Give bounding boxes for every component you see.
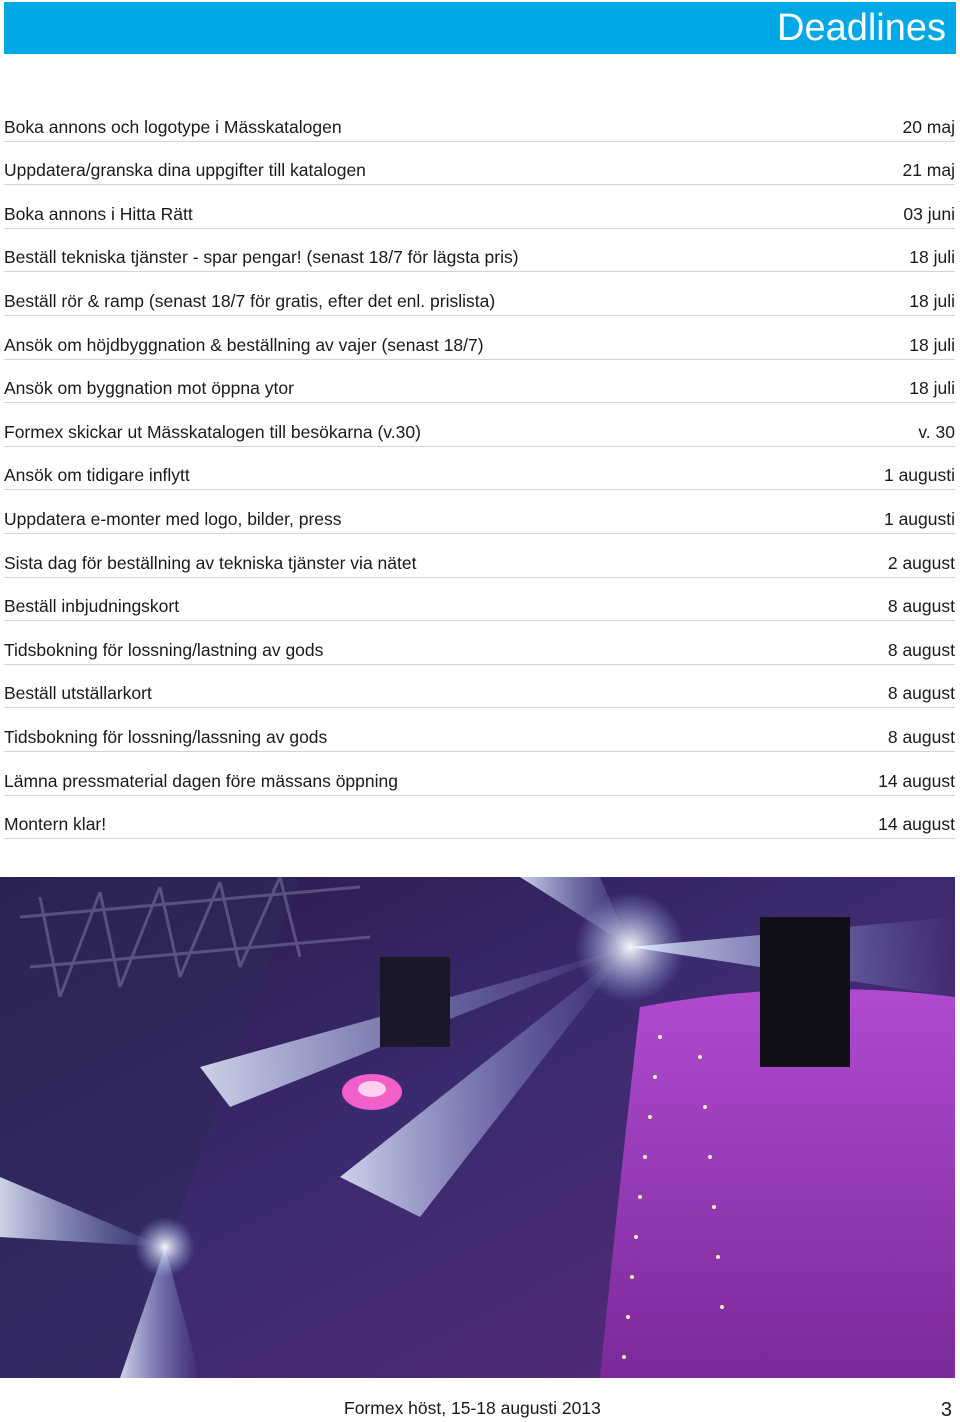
deadline-task: Ansök om byggnation mot öppna ytor <box>4 378 294 399</box>
deadline-date: 1 augusti <box>883 508 955 529</box>
deadline-task: Ansök om höjdbyggnation & beställning av vajer (senast 18/7) <box>4 334 484 355</box>
deadline-task: Tidsbokning för lossning/lastning av gods <box>4 639 324 660</box>
deadline-row <box>4 752 955 796</box>
deadline-row <box>4 272 955 316</box>
deadline-task: Beställ rör & ramp (senast 18/7 för gratis, efter det enl. prislista) <box>4 290 496 311</box>
deadline-row <box>4 360 955 404</box>
deadline-row <box>4 621 955 665</box>
deadline-date: 8 august <box>887 639 955 660</box>
deadline-row <box>4 98 955 142</box>
deadline-row <box>4 142 955 186</box>
stage-lighting-illustration <box>0 877 955 1378</box>
deadline-row <box>4 185 955 229</box>
page-title: Deadlines <box>777 7 946 49</box>
footer-caption: Formex höst, 15-18 augusti 2013 <box>344 1398 601 1418</box>
deadline-date: 18 juli <box>909 378 955 399</box>
deadline-date: 8 august <box>887 596 955 617</box>
deadline-row <box>4 447 955 491</box>
deadline-task: Beställ utställarkort <box>4 683 152 704</box>
deadline-task: Montern klar! <box>4 814 107 835</box>
deadline-row <box>4 316 955 360</box>
deadline-row <box>4 229 955 273</box>
deadline-date: 18 juli <box>909 334 955 355</box>
deadline-row <box>4 578 955 622</box>
page-footer <box>0 1398 960 1422</box>
deadline-row <box>4 534 955 578</box>
deadline-date: 18 juli <box>909 247 955 268</box>
page-header <box>4 2 956 54</box>
deadline-task: Beställ inbjudningskort <box>4 596 180 617</box>
deadline-task: Lämna pressmaterial dagen före mässans öppning <box>4 770 398 791</box>
deadline-row <box>4 403 955 447</box>
deadline-task: Ansök om tidigare inflytt <box>4 465 190 486</box>
deadline-table <box>4 98 955 839</box>
deadline-task: Boka annons och logotype i Mässkatalogen <box>4 116 342 137</box>
deadline-row <box>4 796 955 840</box>
page-number: 3 <box>940 1399 952 1421</box>
stage-lighting-photo <box>0 877 955 1378</box>
deadline-date: 21 maj <box>902 160 955 181</box>
deadline-date: 8 august <box>887 726 955 747</box>
deadline-date: 14 august <box>878 770 955 791</box>
deadline-date: 8 august <box>887 683 955 704</box>
deadline-task: Uppdatera/granska dina uppgifter till katalogen <box>4 160 366 181</box>
deadline-task: Boka annons i Hitta Rätt <box>4 203 193 224</box>
deadline-date: 1 augusti <box>883 465 955 486</box>
deadline-task: Beställ tekniska tjänster - spar pengar! (senast 18/7 för lägsta pris) <box>4 247 519 268</box>
deadline-task: Sista dag för beställning av tekniska tjänster via nätet <box>4 552 417 573</box>
deadline-row <box>4 708 955 752</box>
deadline-date: 20 maj <box>902 116 955 137</box>
deadline-date: 03 juni <box>903 203 955 224</box>
deadline-task: Formex skickar ut Mässkatalogen till besökarna (v.30) <box>4 421 421 442</box>
deadline-row <box>4 665 955 709</box>
deadline-date: 2 august <box>887 552 955 573</box>
deadline-date: 14 august <box>878 814 955 835</box>
deadline-row <box>4 490 955 534</box>
deadline-date: v. 30 <box>918 421 955 442</box>
deadline-task: Uppdatera e-monter med logo, bilder, press <box>4 508 342 529</box>
deadline-task: Tidsbokning för lossning/lassning av gods <box>4 726 328 747</box>
deadline-date: 18 juli <box>909 290 955 311</box>
